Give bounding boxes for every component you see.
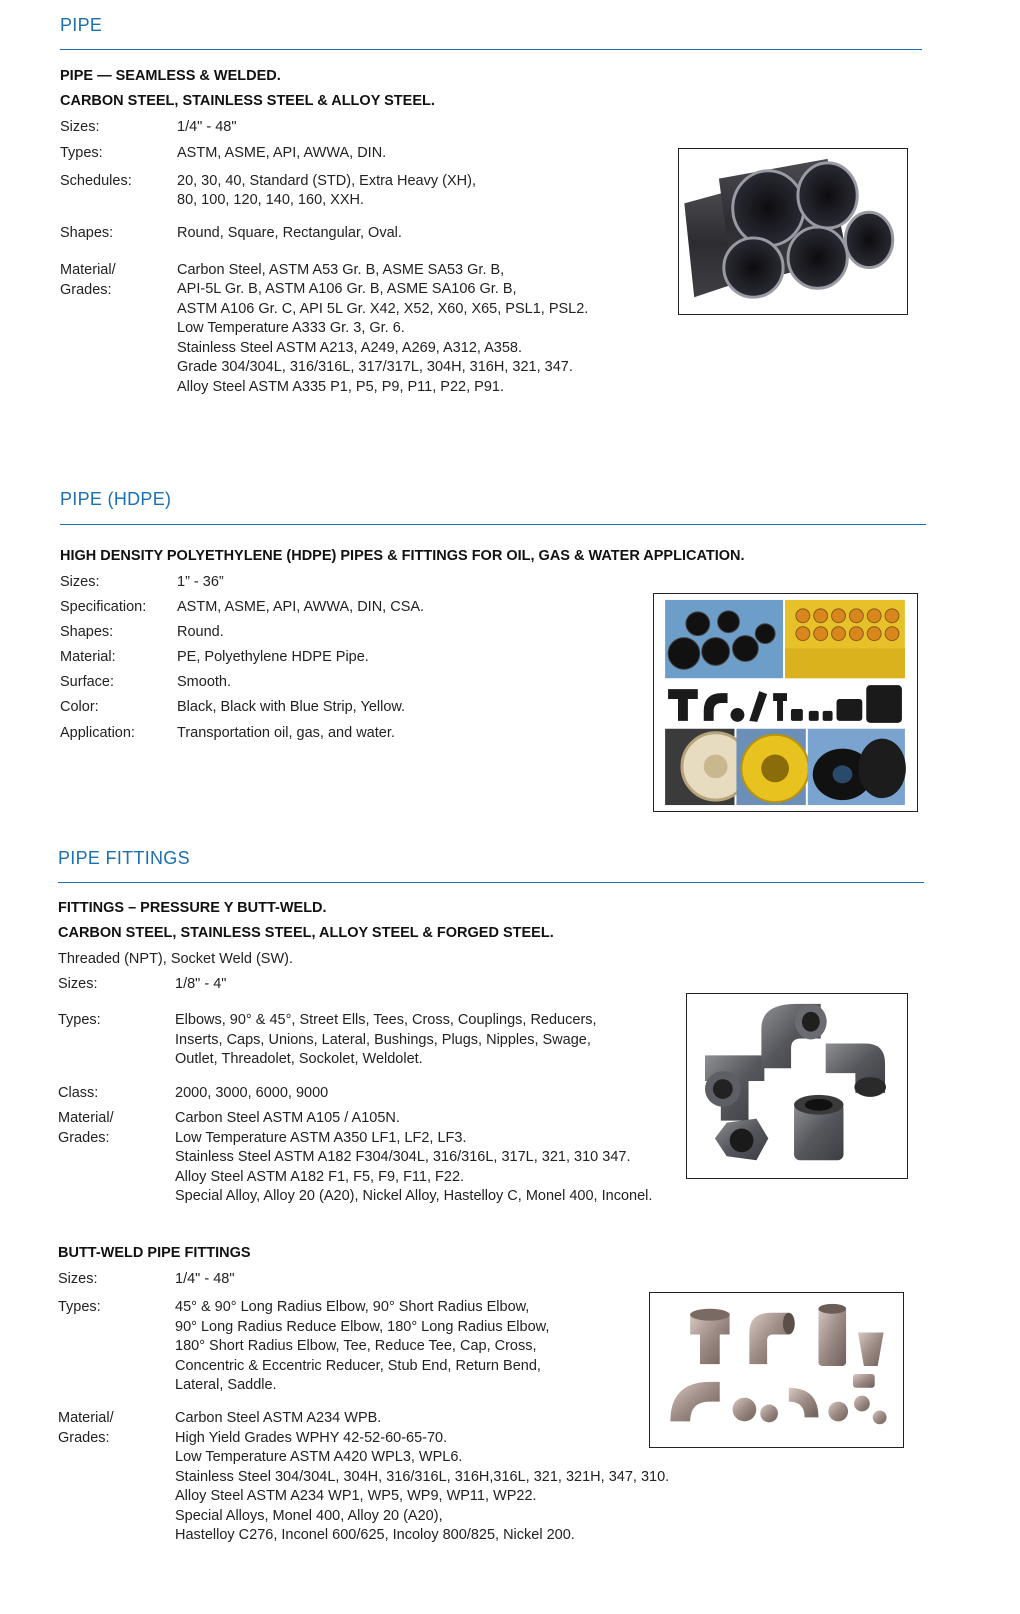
spec-value: 20, 30, 40, Standard (STD), Extra Heavy (XH), [177, 173, 476, 189]
spec-label: Types: [60, 145, 103, 161]
spec-value: Smooth. [177, 674, 231, 690]
spec-label: Color: [60, 699, 99, 715]
spec-label: Types: [58, 1299, 101, 1315]
section-title-pipe: PIPE [60, 15, 103, 35]
forged-fittings-image [686, 993, 908, 1179]
spec-label: Material/ Grades: [58, 1410, 114, 1446]
spec-value: Alloy Steel ASTM A182 F1, F5, F9, F11, F22. [175, 1169, 465, 1185]
spec-label: Types: [58, 1012, 101, 1028]
spec-value: Lateral, Saddle. [175, 1377, 277, 1393]
spec-label: Specification: [60, 599, 147, 615]
spec-label: Sizes: [60, 574, 100, 590]
spec-label: Sizes: [58, 1271, 98, 1287]
spec-label: Material/ Grades: [60, 262, 116, 298]
spec-value: Special Alloys, Monel 400, Alloy 20 (A20), [175, 1508, 443, 1524]
spec-value: ASTM A106 Gr. C, API 5L Gr. X42, X52, X60, X65, PSL1, PSL2. [177, 301, 589, 317]
steel-pipes-image [678, 148, 908, 315]
pipe-subtitle-2: CARBON STEEL, STAINLESS STEEL & ALLOY STEEL. [60, 93, 435, 109]
spec-label: Shapes: [60, 624, 114, 640]
spec-value: API-5L Gr. B, ASTM A106 Gr. B, ASME SA106 Gr. B, [177, 281, 517, 297]
spec-label: Sizes: [58, 976, 98, 992]
spec-value: Transportation oil, gas, and water. [177, 725, 395, 741]
buttweld-fittings-image [649, 1292, 904, 1448]
spec-value: Concentric & Eccentric Reducer, Stub End, Return Bend, [175, 1358, 541, 1374]
spec-value: Stainless Steel ASTM A182 F304/304L, 316/316L, 317L, 321, 310 347. [175, 1149, 631, 1165]
spec-label: Schedules: [60, 173, 132, 189]
spec-label: Sizes: [60, 119, 100, 135]
section-divider [58, 882, 924, 883]
section-divider [60, 524, 926, 525]
spec-value: 1/8" - 4" [175, 976, 227, 992]
spec-value: High Yield Grades WPHY 42-52-60-65-70. [175, 1430, 448, 1446]
spec-value: Low Temperature A333 Gr. 3, Gr. 6. [177, 320, 405, 336]
spec-value: Hastelloy C276, Inconel 600/625, Incoloy 800/825, Nickel 200. [175, 1527, 575, 1543]
steel-pipes-illustration [679, 149, 907, 314]
spec-value: 90° Long Radius Reduce Elbow, 180° Long Radius Elbow, [175, 1319, 550, 1335]
spec-value: Alloy Steel ASTM A335 P1, P5, P9, P11, P22, P91. [177, 379, 504, 395]
spec-value: Carbon Steel ASTM A234 WPB. [175, 1410, 382, 1426]
spec-value: Alloy Steel ASTM A234 WP1, WP5, WP9, WP11, WP22. [175, 1488, 537, 1504]
spec-value: Outlet, Threadolet, Sockolet, Weldolet. [175, 1051, 423, 1067]
spec-value: Special Alloy, Alloy 20 (A20), Nickel Alloy, Hastelloy C, Monel 400, Inconel. [175, 1188, 653, 1204]
spec-value: Carbon Steel, ASTM A53 Gr. B, ASME SA53 Gr. B, [177, 262, 505, 278]
spec-value: Black, Black with Blue Strip, Yellow. [177, 699, 406, 715]
hdpe-pipes-image [653, 593, 918, 812]
fittings-subtitle-1: FITTINGS – PRESSURE Y BUTT-WELD. [58, 900, 327, 916]
spec-value: Carbon Steel ASTM A105 / A105N. [175, 1110, 400, 1126]
spec-value: 1/4" - 48" [175, 1271, 235, 1287]
spec-value: 2000, 3000, 6000, 9000 [175, 1085, 329, 1101]
fittings-intro: Threaded (NPT), Socket Weld (SW). [58, 951, 294, 967]
spec-value: Stainless Steel 304/304L, 304H, 316/316L, 316H,316L, 321, 321H, 347, 310. [175, 1469, 670, 1485]
spec-value: 1” - 36” [177, 574, 224, 590]
section-divider [60, 49, 922, 50]
spec-value: Round. [177, 624, 224, 640]
forged-fittings-illustration [687, 994, 907, 1178]
spec-value: Stainless Steel ASTM A213, A249, A269, A312, A358. [177, 340, 523, 356]
spec-value: PE, Polyethylene HDPE Pipe. [177, 649, 369, 665]
spec-value: Inserts, Caps, Unions, Lateral, Bushings, Plugs, Nipples, Swage, [175, 1032, 591, 1048]
spec-value: Elbows, 90° & 45°, Street Ells, Tees, Cross, Couplings, Reducers, [175, 1012, 597, 1028]
hdpe-pipes-collage [654, 594, 917, 811]
spec-value: ASTM, ASME, API, AWWA, DIN, CSA. [177, 599, 425, 615]
spec-value: Grade 304/304L, 316/316L, 317/317L, 304H, 316H, 321, 347. [177, 359, 573, 375]
spec-label: Application: [60, 725, 135, 741]
spec-value: 45° & 90° Long Radius Elbow, 90° Short Radius Elbow, [175, 1299, 530, 1315]
spec-label: Material: [60, 649, 116, 665]
spec-value: ASTM, ASME, API, AWWA, DIN. [177, 145, 387, 161]
spec-label: Class: [58, 1085, 99, 1101]
spec-label: Material/ Grades: [58, 1110, 114, 1146]
spec-value: 1/4" - 48" [177, 119, 237, 135]
spec-value: Low Temperature ASTM A420 WPL3, WPL6. [175, 1449, 463, 1465]
spec-value: 180° Short Radius Elbow, Tee, Reduce Tee, Cap, Cross, [175, 1338, 537, 1354]
spec-label: Shapes: [60, 225, 114, 241]
fittings-subtitle-2: CARBON STEEL, STAINLESS STEEL, ALLOY STEEL & FORGED STEEL. [58, 925, 554, 941]
buttweld-subtitle: BUTT-WELD PIPE FITTINGS [58, 1245, 251, 1261]
spec-value: Round, Square, Rectangular, Oval. [177, 225, 402, 241]
spec-value: Low Temperature ASTM A350 LF1, LF2, LF3. [175, 1130, 467, 1146]
buttweld-fittings-illustration [650, 1293, 903, 1447]
spec-value: 80, 100, 120, 140, 160, XXH. [177, 192, 365, 208]
spec-label: Surface: [60, 674, 114, 690]
section-title-fittings: PIPE FITTINGS [58, 848, 190, 868]
pipe-subtitle-1: PIPE — SEAMLESS & WELDED. [60, 68, 281, 84]
hdpe-subtitle: HIGH DENSITY POLYETHYLENE (HDPE) PIPES & FITTINGS FOR OIL, GAS & WATER APPLICATION. [60, 548, 745, 564]
section-title-hdpe: PIPE (HDPE) [60, 489, 172, 509]
